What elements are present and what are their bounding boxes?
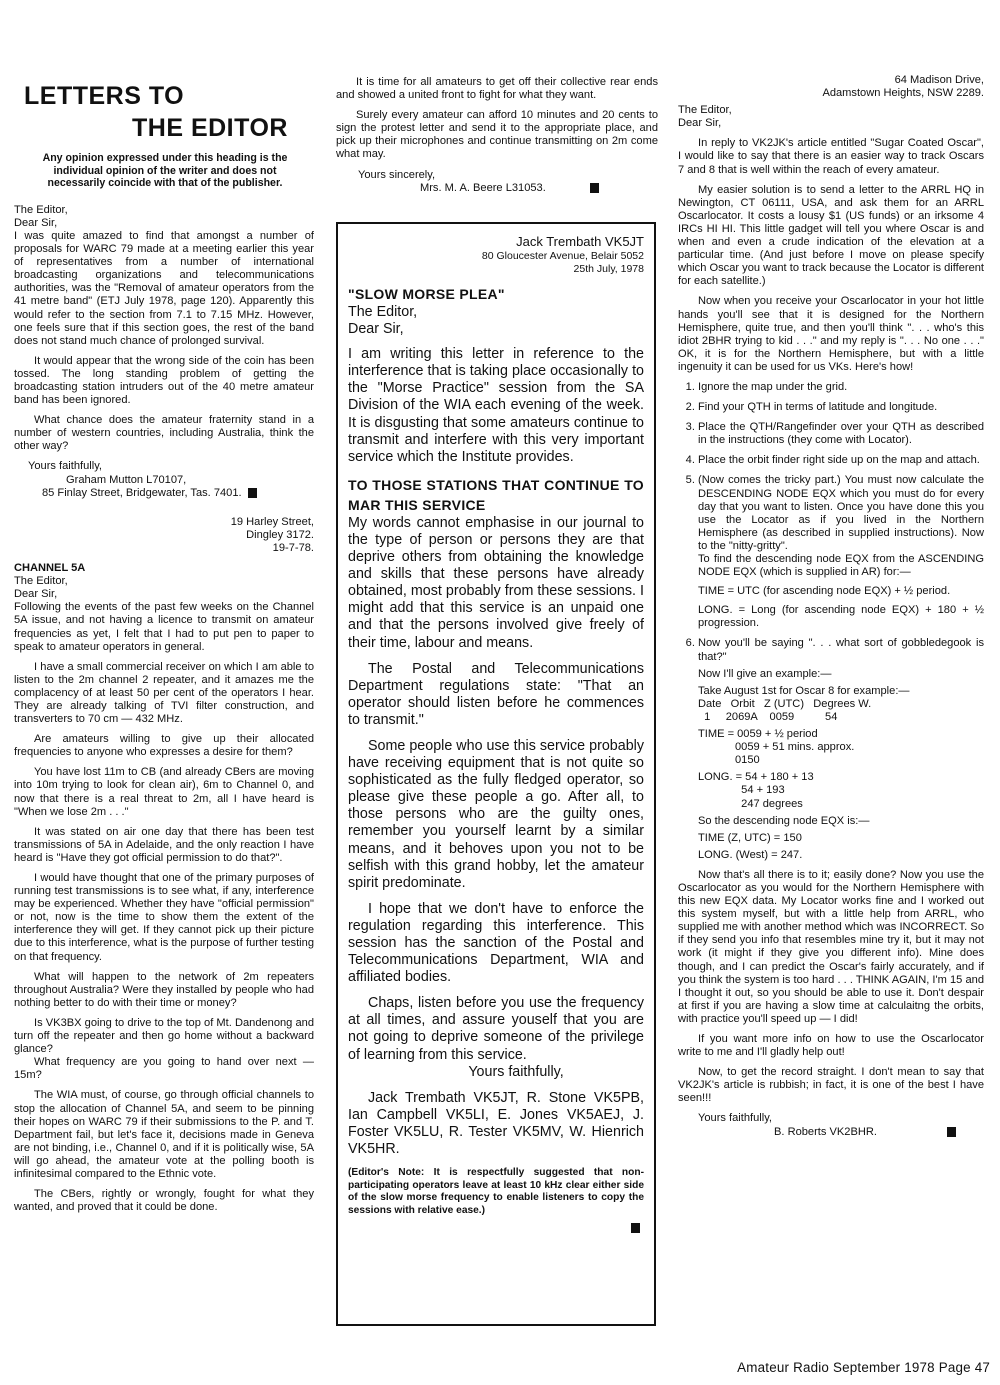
editors-note: (Editor's Note: It is respectfully suggested that non-participating operators leave at least 10 kHz clear either side of the slow morse frequency to enable listeners to copy the sessions with relative ease.) xyxy=(348,1167,644,1216)
letter3-heading: "SLOW MORSE PLEA" xyxy=(348,286,505,302)
page-footer: Amateur Radio September 1978 Page 47 xyxy=(737,1360,990,1375)
letter1-salutation-2: Dear Sir, xyxy=(14,216,58,229)
letter1-paragraph: It would appear that the wrong side of the coin has been tossed. The long standing problem of getting the broadcasting station intruders out of the 40 metre amateur band has been ignored. xyxy=(14,354,314,407)
example-table-row: 1 2069A 0059 54 xyxy=(698,710,838,723)
letter2-paragraph: What frequency are you going to hand over next — 15m? xyxy=(14,1056,314,1082)
letter1-paragraph: What chance does the amateur fraternity stand in a number of western countries, including Australia, think the other way? xyxy=(14,414,314,453)
letter3-signatories: Jack Trembath VK5JT, R. Stone VK5PB, Ian Campbell VK5LI, E. Jones VK5AEJ, J. Foster VK5LU, R. Tester VK5MV, W. Hienrich VK5HR. xyxy=(348,1089,644,1158)
list-item: 1. Ignore the map under the grid. xyxy=(698,381,984,394)
letter2-paragraph: The WIA must, of course, go through official channels to stop the allocation of Channel 5A, and seem to be pinning their hopes on WARC 79 if their submissions to the P. and T. Department fail, but let's face it, decisions made in Geneva are not binding, i.e., Channel 0, and if it is politically wise, 5A will go ahead, the amateur vote at the polling booth is infinitesimal compared to the Ethnic vote. xyxy=(14,1089,314,1180)
letter3-date: 25th July, 1978 xyxy=(573,263,644,275)
letter3-salutation: The Editor, xyxy=(348,304,418,320)
slow-morse-letter-box xyxy=(336,222,656,1326)
letter4-paragraph: Now when you receive your Oscarlocator in your hot little hands you'll see that it is designed for the Northern Hemisphere, quite true, and then you'll think ". . . who's this idiot 2BHR trying to kid . . ." and my reply is ". . . No one . . ." OK, it is for the Northern Hemisphere, but with a little ingenuity it can be used for us VKs. Here's how! xyxy=(678,295,984,373)
letter3-subheading: TO THOSE STATIONS THAT CONTINUE TO MAR THIS SERVICE xyxy=(348,476,644,513)
column-1 xyxy=(14,82,314,1214)
letter2-paragraph: Following the events of the past few weeks on the Channel 5A issue, and not having a licence to transmit on amateur frequencies as yet, I felt that I had to put pen to paper to speak to amateur operators in general. xyxy=(14,601,314,653)
letter1-closing: Yours faithfully, xyxy=(28,460,102,473)
end-mark-icon xyxy=(590,183,599,193)
letter2-signature: Mrs. M. A. Beere L31053. xyxy=(336,182,658,195)
page-title-line-1: LETTERS TO xyxy=(24,82,185,110)
list-item: 6. Now you'll be saying ". . . what sort of gobbledegook is that?" Now I'll give an example:— Take August 1st for Oscar 8 for example:— Date Orbit Z (UTC) Degrees W. 1 2069A 0059 54 TIME = 0059 + ½ period 0059 + 51 mins. approx. 0150 LONG. = 54 + 180 + 13 54 + 193 247 degrees So the descending node EQX is:— TIME (Z, UTC) = 150 LONG. (West) = 247. xyxy=(698,637,984,861)
list-item: 5. (Now comes the tricky part.) You must now calculate the DESCENDING NODE EQX which you must do for every day that you want to listen. Once you have done this you use the Locator as if you lived in the Northern Hemisphere (as described in supplied instructions). Now to the "nitty-gritty". To find the descending node EQX from the ASCENDING NODE EQX (which is supplied in AR) for:— TIME = UTC (for ascending node EQX) + ½ period. LONG. = Long (for ascending node EQX) + 180 + ½ progression. xyxy=(698,474,984,630)
letter2-paragraph: Is VK3BX going to drive to the top of Mt. Dandenong and turn off the repeater and then go home without a backward glance? xyxy=(14,1016,314,1056)
letter2-salutation-2: Dear Sir, xyxy=(14,588,58,601)
letter2-date: 19-7-78. xyxy=(272,541,314,554)
letter2-paragraph: You have lost 11m to CB (and already CBers are moving into 10m trying to look for clean air), 6m to Channel 0, and now that there is a real threat to 2m, all I have heard is "When we lose 2m . . ." xyxy=(14,766,314,818)
column-2 xyxy=(336,76,658,195)
letter2-paragraph: I would have thought that one of the primary purposes of running test transmissions is to see what, if any, interference may be experienced. Whether they have "official permission" or not, now is the time to show them the extent of the interference they will get. If they cannot pick up their picture due to this interference, what is the purpose of further testing on that frequency. xyxy=(14,872,314,963)
letter1-signature-address: 85 Finlay Street, Bridgewater, Tas. 7401. xyxy=(14,487,314,500)
letter2-paragraph: I have a small commercial receiver on which I am able to listen to the 2m channel 2 repeater, and it amazes me the complacency of at least 50 per cent of the operators I hear. They are already talking of TVI filter construction, and transverters to 70 cm — 432 MHz. xyxy=(14,660,314,726)
letter2-heading: CHANNEL 5A xyxy=(14,562,86,575)
end-mark-icon xyxy=(631,1223,640,1233)
letter3-closing: Yours faithfully, xyxy=(468,1063,564,1080)
letter2-paragraph: What will happen to the network of 2m repeaters throughout Australia? Were they installed by people who had nothing better to do with their time or money? xyxy=(14,970,314,1009)
disclaimer: Any opinion expressed under this heading is the individual opinion of the writer and does not necessarily coincide with that of the publisher. xyxy=(42,152,288,190)
letter4-paragraph: Now that's all there is to it; easily done? Now you use the Oscarlocator as you would for the Northern Hemisphere with this new EQX data. My Locator works fine and I worked out this system myself, but with a little help from ARRL, who supplied me with another method which was INCORRECT. So if they send you info that resembles mine try it, but it may not work (it might if they give you different info). Mine does though, and I can predict the Oscar's fairly accurately, and if you think the system is too hard . . . THINK AGAIN, I'm 15 and I thought it out, so you should be able to use it. Don't despair at first if you are having a slow time at calculaitng the orbits, with practice you'll speed up — I did! xyxy=(678,868,984,1025)
letter4-paragraph: If you want more info on how to use the Oscarlocator write to me and I'll gladly help out! xyxy=(678,1033,984,1059)
letter4-address-line: 64 Madison Drive, xyxy=(894,74,984,86)
letter1-paragraph: I was quite amazed to find that amongst a number of proposals for WARC 79 made at a meeting earlier this year of representatives from a number of international broadcasting organizations and telecommunications authorities, was the "Removal of amateur operators from the 41 metre band" (ETJ July 1978, page 120). Apparently this would refer to the section from 7.1 to 7.15 MHz. However, one feels sure that if this section goes, the rest of the band does not stand much chance of prolonged survival. xyxy=(14,229,314,347)
page-title-line-2: THE EDITOR xyxy=(132,114,288,142)
oscarlocator-steps xyxy=(678,381,984,862)
list-item: 3. Place the QTH/Rangefinder over your QTH as described in the instructions (they come with Locator). xyxy=(698,421,984,447)
letter2-closing: Yours sincerely, xyxy=(358,168,436,181)
end-mark-icon xyxy=(248,488,257,498)
letter2-paragraph: The CBers, rightly or wrongly, fought for what they wanted, and proved that it could be done. xyxy=(14,1188,314,1214)
letter4-paragraph: In reply to VK2JK's article entitled "Sugar Coated Oscar", I would like to say that there is an easier way to track Oscars 7 and 8 that is well within the reach of every amateur. xyxy=(678,137,984,176)
letter3-salutation-2: Dear Sir, xyxy=(348,321,404,338)
column-3 xyxy=(678,74,984,1139)
letter3-address: 80 Gloucester Avenue, Belair 5052 xyxy=(481,250,644,262)
letter2-paragraph: Surely every amateur can afford 10 minutes and 20 cents to sign the protest letter and send it to the appropriate place, and pick up their microphones and continue transmitting on 2m come what may. xyxy=(336,109,658,161)
list-item: 4. Place the orbit finder right side up on the map and attach. xyxy=(698,454,984,467)
letter1-signature-name: Graham Mutton L70107, xyxy=(66,473,187,486)
list-item: 2. Find your QTH in terms of latitude and longitude. xyxy=(698,401,984,414)
letter3-sender: Jack Trembath VK5JT xyxy=(516,234,644,249)
letter3-paragraph: My words cannot emphasise in our journal to the type of person or persons they are that deprive others from obtaining the knowledge and skills that these persons have already obtained, most probably from these sessions. I might add that this service is an unpaid one and that the persons involved give freely of their time, labour and means. xyxy=(348,514,644,651)
letter3-paragraph: I am writing this letter in reference to the interference that is taking place occasionally to the "Morse Practice" session from the SA Division of the WIA each evening of the week. It is disgusting that some amateurs continue to transmit and interfere with this very important service which the Institute provides. xyxy=(348,346,644,465)
letter4-salutation-2: Dear Sir, xyxy=(678,117,722,130)
letter3-paragraph: The Postal and Telecommunications Department regulations state: "That an operator should listen before he commences to transmit." xyxy=(348,660,644,728)
example-table-header: Date Orbit Z (UTC) Degrees W. xyxy=(698,697,872,710)
letter4-paragraph: Now, to get the record straight. I don't mean to say that VK2JK's article is rubbish; in fact, it is one of the best I have seen!!! xyxy=(678,1066,984,1105)
letter2-paragraph: It is time for all amateurs to get off their collective rear ends and showed a united front to fight for what they want. xyxy=(336,76,658,102)
letter3-paragraph: I hope that we don't have to enforce the regulation regarding this interference. This session has the sanction of the Postal and Telecommunications Department, WIA and affiliated bodies. xyxy=(348,900,644,986)
letter2-address-line: Dingley 3172. xyxy=(246,528,314,541)
letter2-salutation: The Editor, xyxy=(14,575,68,588)
letter4-salutation: The Editor, xyxy=(678,104,732,117)
letter2-paragraph: Are amateurs willing to give up their allocated frequencies to anyone who expresses a desire for them? xyxy=(14,733,314,759)
letter3-paragraph: Some people who use this service probably have receiving equipment that is not quite so sophisticated as the fully fledged operator, so please give these people a go. After all, to those persons who are the guilty ones, remember you yourself learnt by a similar means, and it behoves upon you not to be selfish with this grand hobby, let the amateur spirit predominate. xyxy=(348,737,644,891)
letter2-paragraph: It was stated on air one day that there has been test transmissions of 5A in Adelaide, and the only reaction I have heard is "Have they got official permission to do that?". xyxy=(14,825,314,864)
letter2-address-line: 19 Harley Street, xyxy=(230,515,314,528)
letter4-paragraph: My easier solution is to send a letter to the ARRL HQ in Newington, CT 06111, USA, and ask them for an ARRL Oscarlocator. It costs a lousy $1 (US funds) or an irksome 4 IRCs HI HI. This little gadget will tell you where Oscar is and when and even a crude indication of the elevation at a particular time. (And just before I move on please specify which Oscar you want to track because the Locator is different for each satellite.) xyxy=(678,183,984,288)
letter4-address-line: Adamstown Heights, NSW 2289. xyxy=(822,87,984,100)
letter1-salutation: The Editor, xyxy=(14,203,68,216)
letter4-signature: B. Roberts VK2BHR. xyxy=(678,1126,984,1139)
end-mark-icon xyxy=(947,1127,956,1137)
letter4-closing: Yours faithfully, xyxy=(698,1112,772,1125)
letter3-paragraph: Chaps, listen before you use the frequency at all times, and assure youself that you are not going to deprive someone of the privilege of learning from this service. xyxy=(348,995,644,1063)
